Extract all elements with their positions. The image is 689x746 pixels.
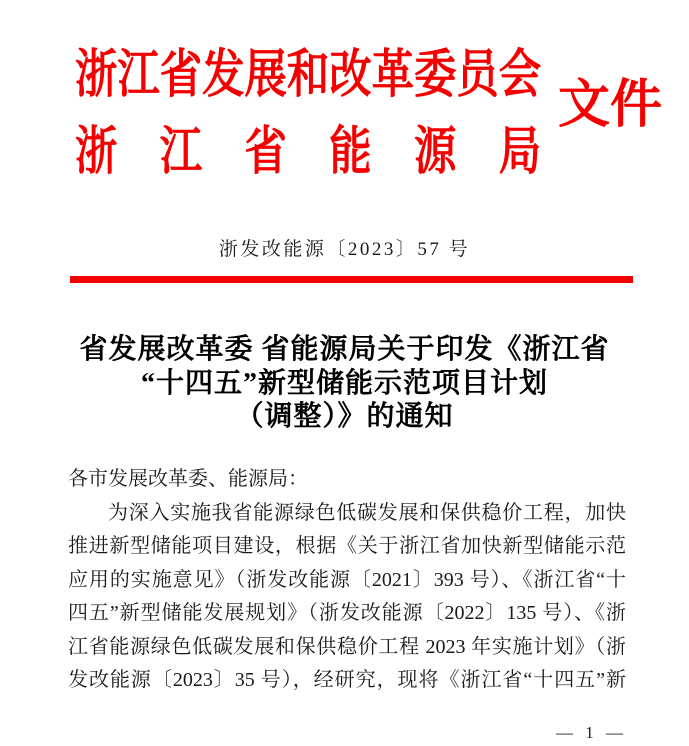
body-line-1: 为深入实施我省能源绿色低碳发展和保供稳价工程，加快 <box>108 501 626 524</box>
salutation-line: 各市发展改革委、能源局： <box>68 468 308 490</box>
agency-char: 江 <box>159 124 203 181</box>
document-reference-number: 浙发改能源〔2023〕57 号 <box>218 239 471 260</box>
title-line-1: 省发展改革委 省能源局关于印发《浙江省 <box>79 334 610 365</box>
agency-char: 源 <box>413 124 457 181</box>
letterhead-agency-line2 <box>75 124 541 182</box>
body-line-4: 四五”新型储能发展规划》（浙发改能源〔2022〕135 号）、《浙 <box>68 602 626 624</box>
body-line-5: 江省能源绿色低碳发展和保供稳价工程 2023 年实施计划》（浙 <box>68 635 626 658</box>
agency-char: 省 <box>244 124 287 181</box>
document-body <box>68 463 626 698</box>
body-line-2: 推进新型储能项目建设，根据《关于浙江省加快新型储能示范 <box>68 535 626 557</box>
title-line-3: （调整）》的通知 <box>235 401 454 432</box>
body-line-6: 发改能源〔2023〕35 号），经研究，现将《浙江省“十四五”新 <box>68 669 626 691</box>
agency-char: 浙 <box>75 124 118 181</box>
document-title <box>40 333 649 434</box>
page-number: — 1 — <box>556 723 627 742</box>
letterhead-agency-line1: 浙江省发展和改革委员会 <box>75 47 542 104</box>
letterhead-document-type-label: 文件 <box>558 77 663 134</box>
title-line-2: “十四五”新型储能示范项目计划 <box>140 367 548 399</box>
agency-char: 能 <box>329 124 372 181</box>
red-divider-line <box>70 276 633 283</box>
agency-char: 局 <box>498 124 542 181</box>
body-line-3: 应用的实施意见》（浙发改能源〔2021〕393 号）、《浙江省“十 <box>68 568 626 591</box>
